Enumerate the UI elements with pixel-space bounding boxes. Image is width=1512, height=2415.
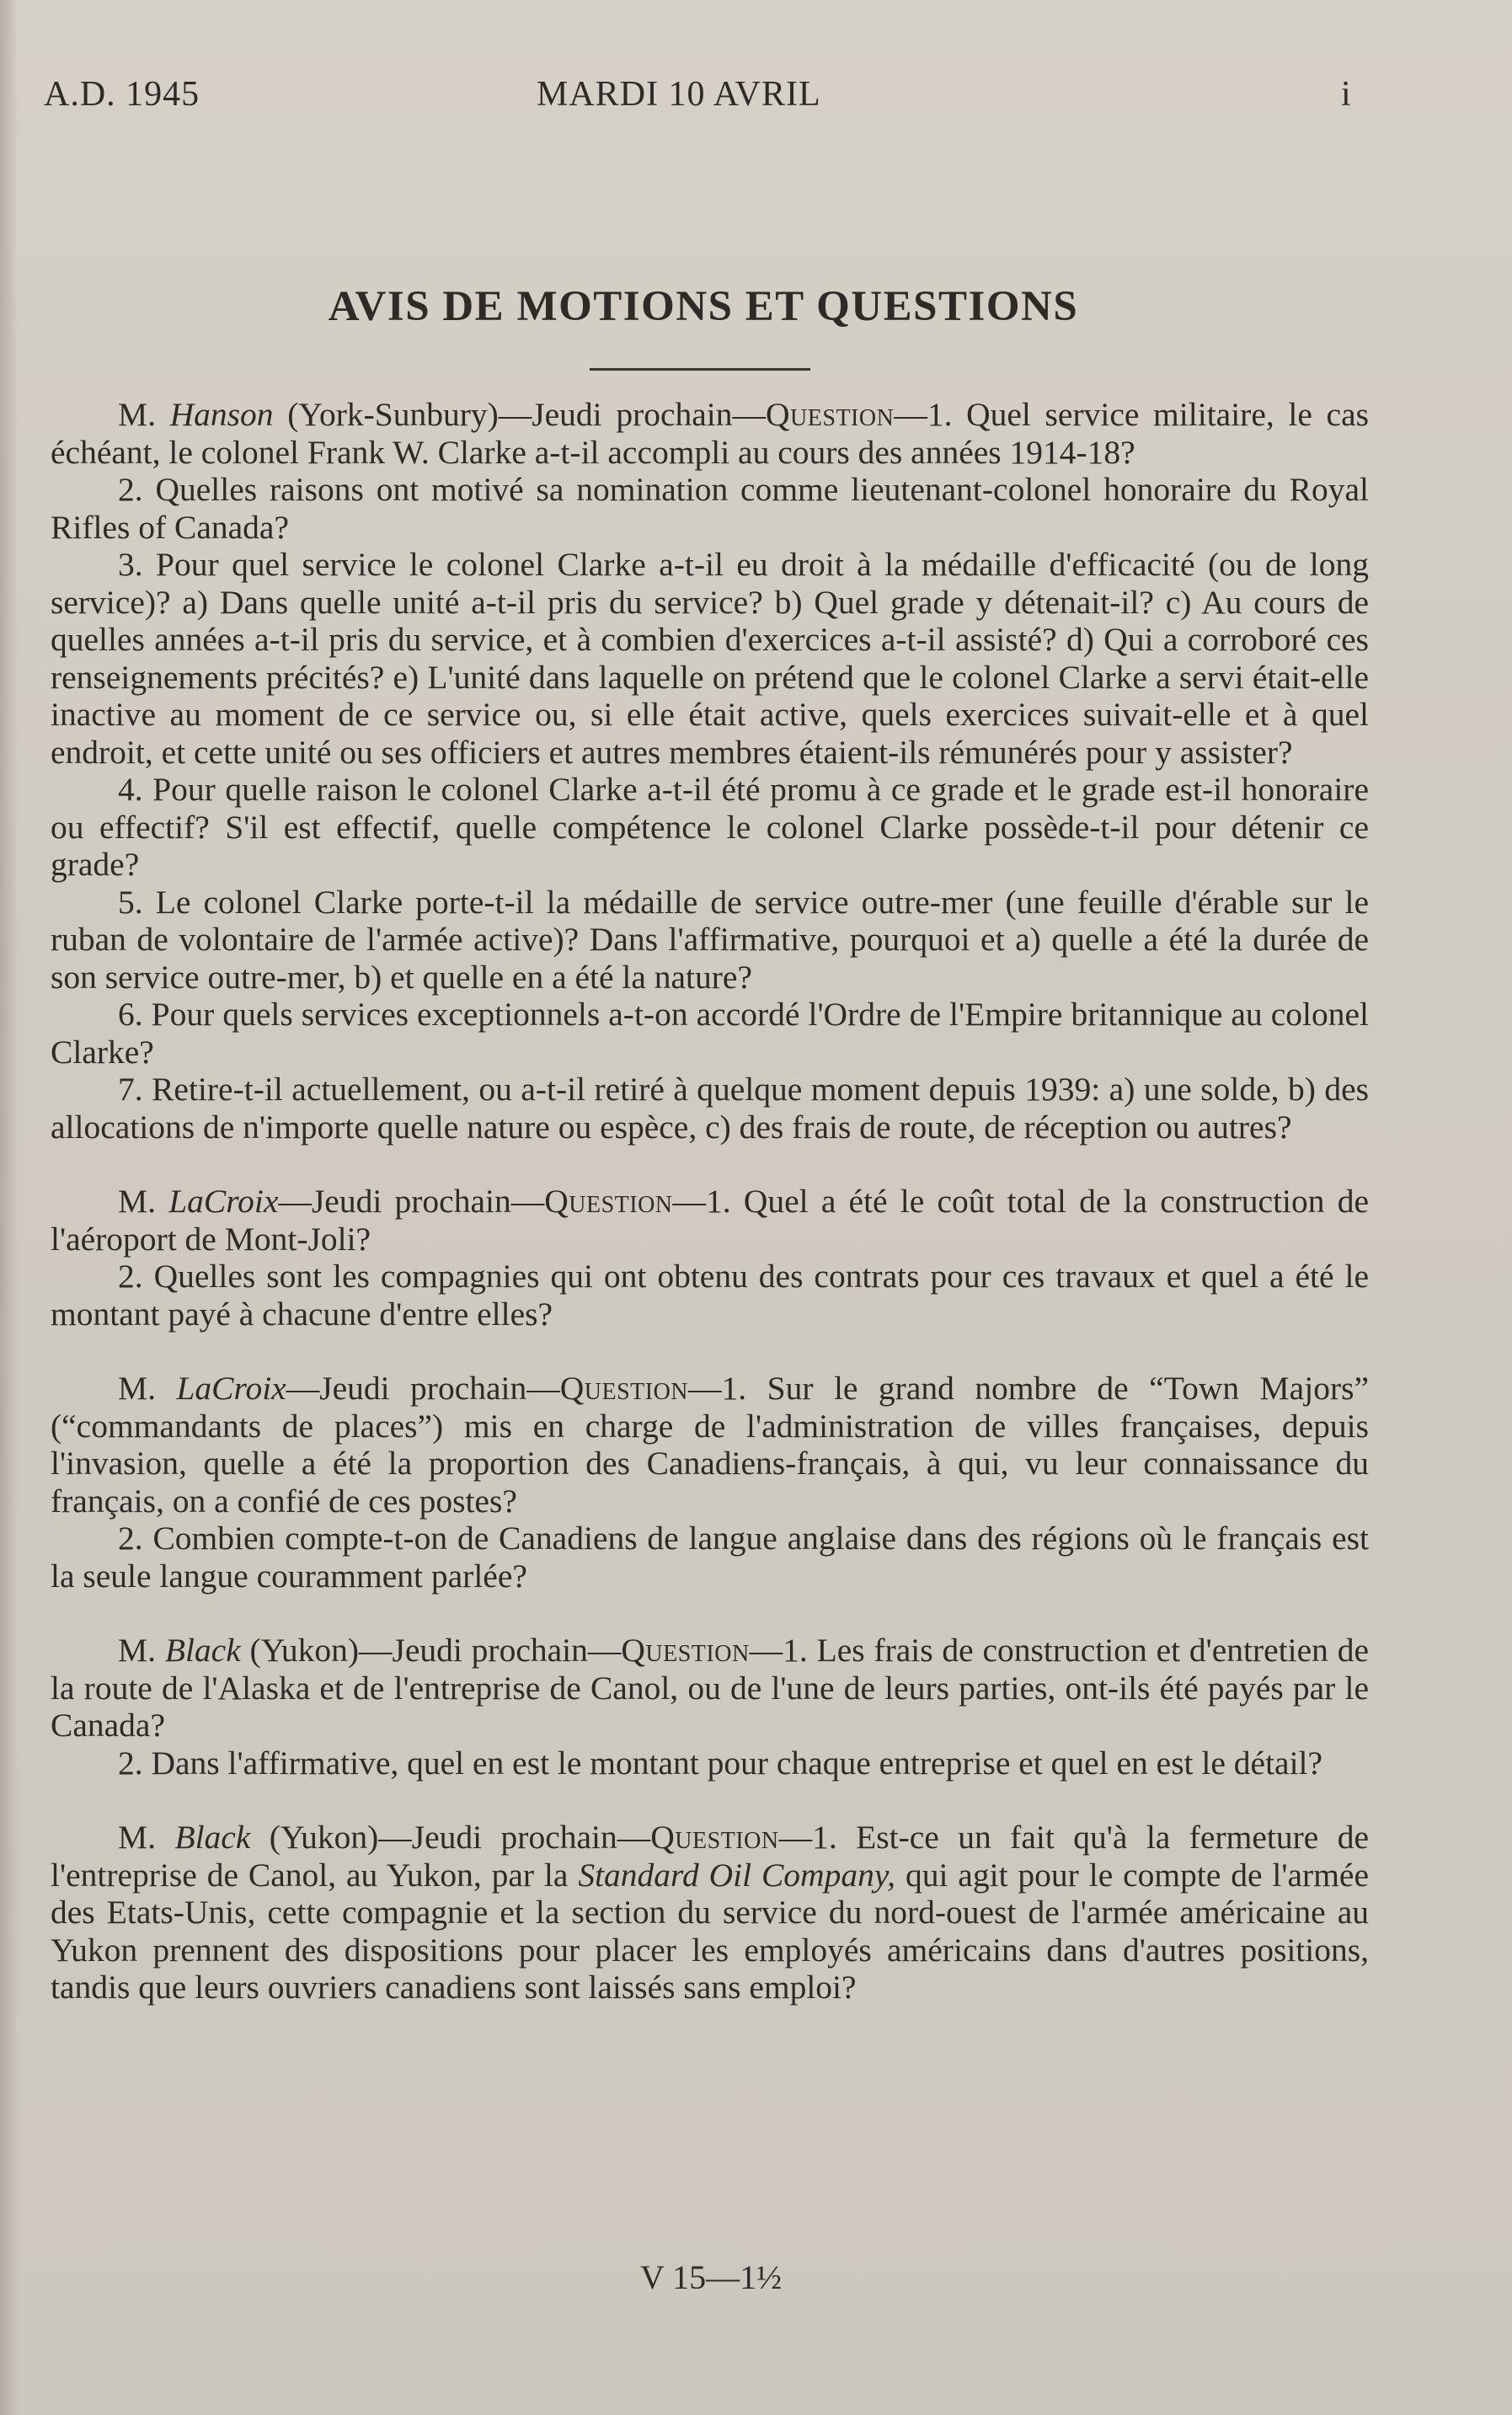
header-date: MARDI 10 AVRIL xyxy=(537,75,821,114)
notice-1-para-1: M. Hanson (York-Sunbury)—Jeudi prochain—Question—1. Quel service militaire, le cas échéant, le colonel Frank W. Clarke a-t-il accompli au cours des années 1914-18? xyxy=(51,396,1369,471)
notice-1-para-7: 7. Retire-t-il actuellement, ou a-t-il retiré à quelque moment depuis 1939: a) une solde, b) des allocations de n'importe quelle nature ou espèce, c) des frais de route, de réception ou autres? xyxy=(51,1071,1369,1146)
notice-3-para-2: 2. Combien compte-t-on de Canadiens de langue anglaise dans des régions où le français est la seule langue couramment parlée? xyxy=(51,1520,1369,1595)
notice-3-para-1: M. LaCroix—Jeudi prochain—Question—1. Sur le grand nombre de “Town Majors” (“commandants de places”) mis en charge de l'administration de villes françaises, depuis l'invasion, quelle a été la proportion des Canadiens-français, à qui, vu leur connaissance du français, on a confié de ces postes? xyxy=(51,1370,1369,1520)
notice-4-para-2: 2. Dans l'affirmative, quel en est le montant pour chaque entreprise et quel en est le détail? xyxy=(118,1744,1323,1782)
page-title: AVIS DE MOTIONS ET QUESTIONS xyxy=(328,283,1079,330)
company-name: Standard Oil Company, xyxy=(578,1856,896,1894)
notice-4-para-1: M. Black (Yukon)—Jeudi prochain—Question—1. Les frais de construction et d'entretien de la route de l'Alaska et de l'entreprise de Canol, ou de l'une de leurs parties, ont-ils été payés par le Canada? xyxy=(51,1632,1370,1744)
member-name: LaCroix xyxy=(168,1183,279,1220)
running-head xyxy=(44,74,1360,125)
printer-signature: V 15—1½ xyxy=(640,2258,783,2296)
member-name: Black xyxy=(174,1819,251,1856)
header-page-number: i xyxy=(1341,75,1352,114)
notice-1-para-3: 3. Pour quel service le colonel Clarke a-t-il eu droit à la médaille d'efficacité (ou de long service)? a) Dans quelle unité a-t-il pris du service? b) Quel grade y détenait-il? c) Au cours de quelles années a-t-il pris du service, et à combien d'exercices a-t-il assisté? d) Qui a corroboré ces renseignements précités? e) L'unité dans laquelle on prétend que le colonel Clarke a servi était-elle inactive au moment de ce service ou, si elle était active, quels exercices suivait-elle et à quel endroit, et cette unité ou ses officiers et autres membres étaient-ils rémunérés pour y assister? xyxy=(51,546,1369,771)
member-name: LaCroix xyxy=(176,1370,286,1407)
notice-1-para-5: 5. Le colonel Clarke porte-t-il la médaille de service outre-mer (une feuille d'érable sur le ruban de volontaire de l'armée active)? Dans l'affirmative, pourquoi et a) quelle a été la durée de son service outre-mer, b) et quelle en a été la nature? xyxy=(51,883,1369,996)
notice-2-para-2: 2. Quelles sont les compagnies qui ont obtenu des contrats pour ces travaux et quel a été le montant payé à chacune d'entre elles? xyxy=(51,1258,1369,1333)
notice-5-para-1: M. Black (Yukon)—Jeudi prochain—Question—1. Est-ce un fait qu'à la fermeture de l'entreprise de Canol, au Yukon, par la Standard Oil Company, qui agit pour le compte de l'armée des Etats-Unis, cette compagnie et la section du service du nord-ouest de l'armée américaine au Yukon prennent des dispositions pour placer les employés américains dans d'autres positions, tandis que leurs ouvriers canadiens sont laissés sans emploi? xyxy=(51,1819,1369,2006)
title-rule xyxy=(590,368,810,371)
notice-1-para-4: 4. Pour quelle raison le colonel Clarke a-t-il été promu à ce grade et le grade est-il honoraire ou effectif? S'il est effectif, quelle compétence le colonel Clarke possède-t-il pour détenir ce grade? xyxy=(51,771,1369,883)
header-year: A.D. 1945 xyxy=(44,75,200,114)
notice-1-para-6: 6. Pour quels services exceptionnels a-t-on accordé l'Ordre de l'Empire britannique au colonel Clarke? xyxy=(51,996,1369,1071)
notice-2-para-1: M. LaCroix—Jeudi prochain—Question—1. Quel a été le coût total de la construction de l'aéroport de Mont-Joli? xyxy=(51,1183,1370,1258)
member-name: Hanson xyxy=(169,396,274,433)
notice-1-para-2: 2. Quelles raisons ont motivé sa nomination comme lieutenant-colonel honoraire du Royal Rifles of Canada? xyxy=(51,471,1369,546)
member-name: Black xyxy=(164,1632,241,1669)
notices-body xyxy=(51,396,1369,2006)
